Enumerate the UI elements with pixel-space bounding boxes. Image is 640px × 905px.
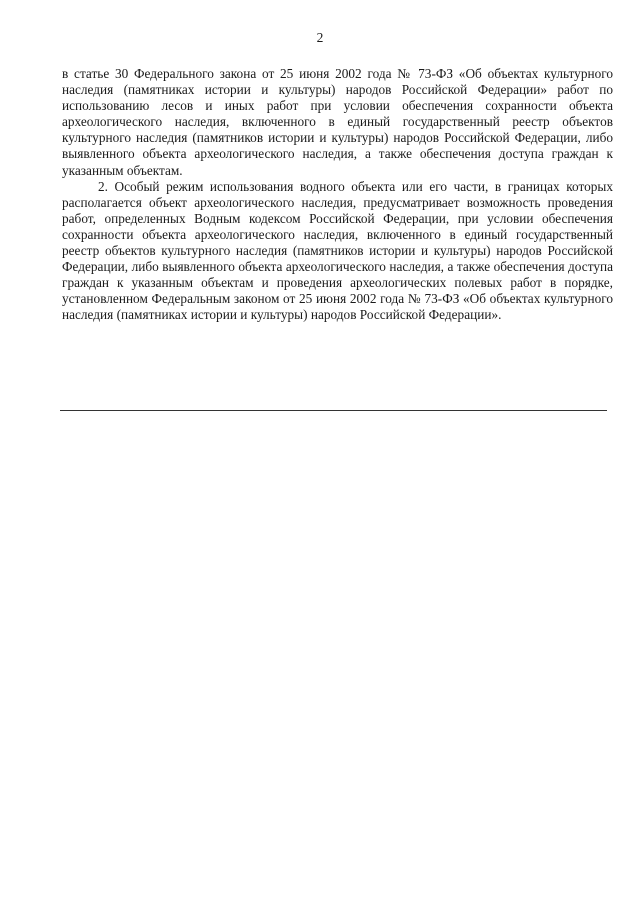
paragraph-continuation: в статье 30 Федерального закона от 25 июня 2002 года № 73-ФЗ «Об объектах культурного наследия (памятниках истории и культуры) народов Российской Федерации» работ по использованию лесов и иных работ при условии обеспечения сохранности объекта археологического наследия, включенного в единый государственный реестр объектов культурного наследия (памятников истории и культуры) народов Российской Федерации, либо выявленного объекта археологического наследия, а также обеспечения доступа граждан к указанным объектам. bbox=[62, 66, 613, 178]
document-body bbox=[62, 66, 613, 324]
paragraph-item-2: 2. Особый режим использования водного объекта или его части, в границах которых располагается объект археологического наследия, предусматривает возможность проведения работ, определенных Водным кодексом Российской Федерации, при условии обеспечения сохранности объекта археологического наследия, включенного в единый государственный реестр объектов культурного наследия (памятников истории и культуры) народов Российской Федерации, либо выявленного объекта археологического наследия, а также обеспечения доступа граждан к указанным объектам и проведения археологических полевых работ в порядке, установленном Федеральным законом от 25 июня 2002 года № 73-ФЗ «Об объектах культурного наследия (памятниках истории и культуры) народов Российской Федерации». bbox=[62, 178, 613, 323]
page-number: 2 bbox=[316, 30, 324, 45]
end-of-text-rule bbox=[60, 410, 607, 411]
